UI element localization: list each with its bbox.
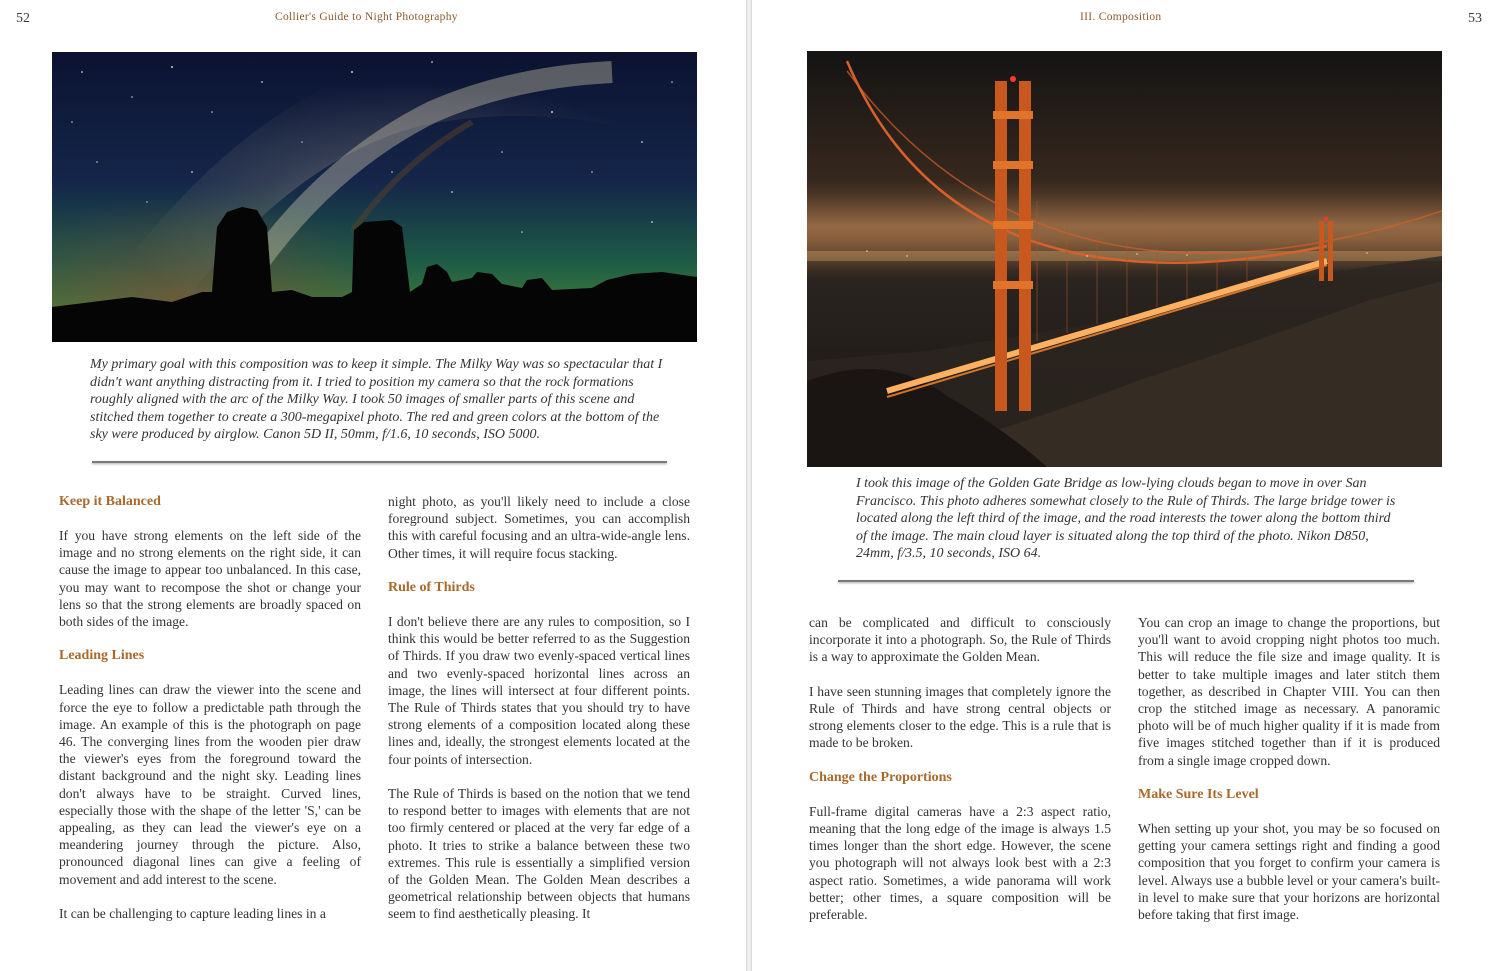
golden-gate-photo-graphic (807, 51, 1442, 467)
caption-divider-right (838, 580, 1414, 582)
paragraph-make-sure-level: When setting up your shot, you may be so focused on getting your camera settings right and finding a good composition that you forget to confirm your camera is level. Always use a bubble level or your camera's built-in level to make sure that your horizons are horizontal before taking that first image. (1138, 821, 1440, 923)
right-column-1 (809, 614, 1111, 940)
golden-gate-caption: I took this image of the Golden Gate Bridge as low-lying clouds began to move in over San Francisco. This photo adheres somewhat closely to the Rule of Thirds. The large bridge tower is located along the left third of the image, and the road interests the tower along the bottom third of the image. The main cloud layer is situated along the top third of the photo. Nikon D850, 24mm, f/3.5, 10 seconds, ISO 64. (856, 476, 1396, 562)
paragraph-golden-mean-cont: can be complicated and difficult to consciously incorporate it into a photograph. So, the Rule of Thirds is a way to approximate the Golden Mean. (809, 615, 1111, 665)
page-number-left: 52 (16, 11, 30, 26)
milky-way-caption: My primary goal with this composition was to keep it simple. The Milky Way was so spectacular that I didn't want anything distracting from it. I tried to position my camera so that the rock formations roughly aligned with the arc of the Milky Way. I took 50 images of smaller parts of this scene and stitched them together to create a 300-megapixel photo. The red and green colors at the bottom of the sky were produced by airglow. Canon 5D II, 50mm, f/1.6, 10 seconds, ISO 5000. (90, 357, 663, 443)
right-page (752, 0, 1500, 971)
left-column-1 (59, 493, 361, 939)
milky-way-photo-graphic (52, 52, 697, 342)
left-page (0, 0, 746, 971)
heading-make-sure-level: Make Sure Its Level (1138, 787, 1259, 803)
heading-rule-of-thirds: Rule of Thirds (388, 580, 475, 595)
page-number-right: 53 (1468, 11, 1482, 26)
left-column-2 (388, 493, 690, 940)
heading-leading-lines: Leading Lines (59, 648, 145, 664)
heading-keep-balanced: Keep it Balanced (59, 494, 161, 509)
paragraph-leading-lines: Leading lines can draw the viewer into the scene and force the eye to follow a predictable path through the image. An example of this is the photograph on page 46. The converging lines from the wooden pier draw the viewer's eyes from the foreground toward the distant background and the night sky. Leading lines don't always have to be straight. Curved lines, especially those with the shape of the letter 'S,' can be appealing, as they can lead the viewer's eye on a meandering journey through the picture. Also, pronounced diagonal lines can give a feeling of movement and add interest to the scene. (59, 682, 361, 887)
right-column-2 (1138, 614, 1440, 940)
paragraph-keep-balanced: If you have strong elements on the left side of the image and no strong elements on the right side, it can cause the image to appear too unbalanced. In this case, you may want to recompose the shot or change your lens so that the strong elements are broadly spaced on both sides of the image. (59, 528, 361, 630)
running-head-left: Collier's Guide to Night Photography (275, 11, 458, 23)
paragraph-night-photo: night photo, as you'll likely need to include a close foreground subject. Sometimes, you can accomplish this with careful focusing and an ultra-wide-angle lens. Other times, it will require focus stacking. (388, 494, 690, 561)
paragraph-change-proportions: Full-frame digital cameras have a 2:3 aspect ratio, meaning that the long edge of the image is always 1.5 times longer than the short edge. However, the scene you photograph will not always look best with a 2:3 aspect ratio. Sometimes, a wide panorama will work better; other times, a square composition will be preferable. (809, 803, 1111, 923)
paragraph-stunning-images: I have seen stunning images that completely ignore the Rule of Thirds and have strong central objects or strong elements closer to the edge. This is a rule that is made to be broken. (809, 683, 1111, 751)
running-head-right: III. Composition (1080, 11, 1162, 23)
paragraph-rule-of-thirds-2: The Rule of Thirds is based on the notion that we tend to respond better to images with elements that are not too firmly centered or placed at the very far edge of a photo. It tries to strike a balance between these two extremes. This rule is essentially a simplified version of the Golden Mean. The Golden Mean describes a geometrical relationship between objects that humans seem to find aesthetically pleasing. It (388, 786, 690, 922)
paragraph-challenging: It can be challenging to capture leading lines in a (59, 906, 326, 922)
milky-way-photo (52, 52, 697, 342)
paragraph-crop-image: You can crop an image to change the proportions, but you'll want to avoid cropping night photos too much. This will reduce the file size and image quality. It is better to take multiple images and later stitch them together, as described in Chapter VIII. You can then crop the stitched image as necessary. A panoramic photo will be of much higher quality if it is made from five images stitched together than if it is produced from a single image cropped down. (1138, 615, 1440, 768)
paragraph-rule-of-thirds-1: I don't believe there are any rules to composition, so I think this would be better referred to as the Suggestion of Thirds. If you draw two evenly-spaced vertical lines and two evenly-spaced horizontal lines across an image, the lines will intersect at four different points. The Rule of Thirds states that you should try to have strong elements of a composition located along these lines and, ideally, the strongest elements located at the four points of intersection. (388, 614, 690, 767)
caption-divider-left (92, 461, 667, 463)
heading-change-proportions: Change the Proportions (809, 769, 952, 785)
golden-gate-photo (807, 51, 1442, 467)
